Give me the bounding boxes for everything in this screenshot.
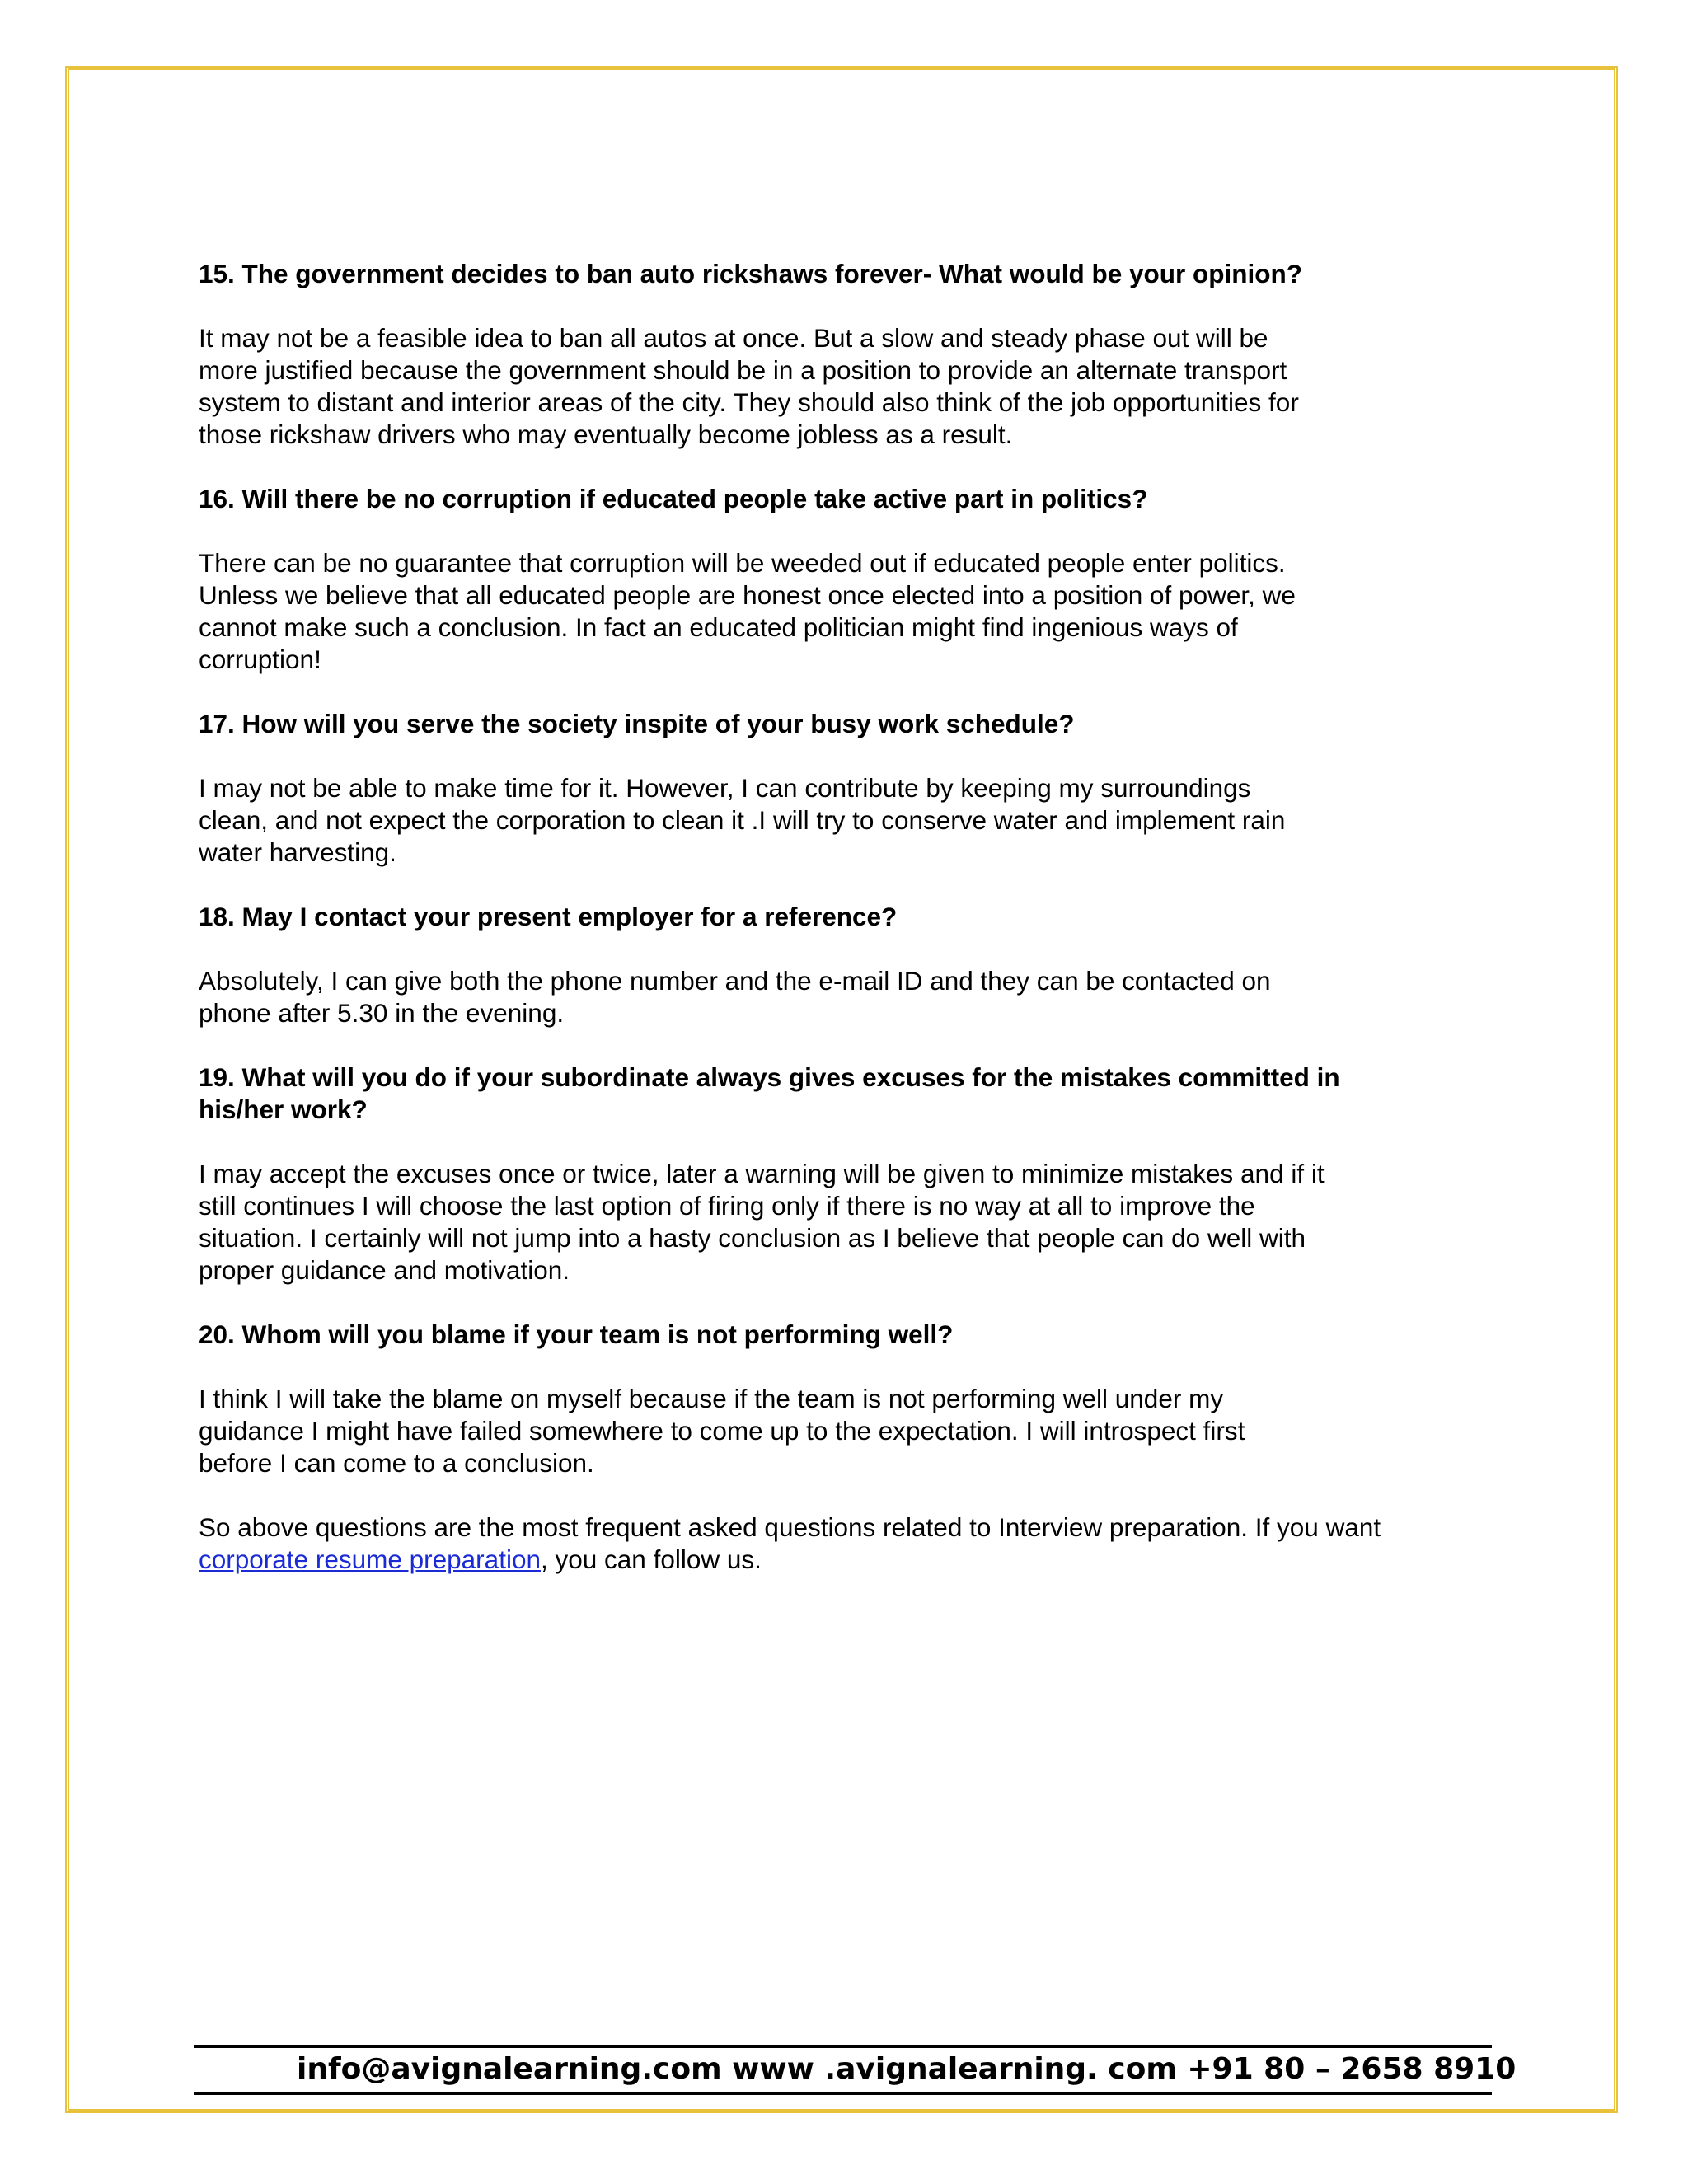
qa-block (199, 708, 1484, 869)
document-body (199, 258, 1484, 1576)
answer-paragraph: I think I will take the blame on myself because if the team is not performing well under my guidance I might have failed somewhere to come up to the expectation. I will introspect first before I can come to a conclusion. (199, 1384, 1245, 1478)
qa-block (199, 258, 1484, 451)
answer-paragraph: I may accept the excuses once or twice, later a warning will be given to minimize mistakes and if it still continues I will choose the last option of firing only if there is no way at all to improve the situation. I certainly will not jump into a hasty conclusion as I believe that people can do well with proper guidance and motivation. (199, 1159, 1325, 1285)
answer-paragraph: I may not be able to make time for it. However, I can contribute by keeping my surroundings clean, and not expect the corporation to clean it .I will try to conserve water and implement rain water harvesting. (199, 773, 1286, 867)
footer-contact: info@avignalearning.com www .avignalearning. com +91 80 – 2658 8910 (297, 2052, 1517, 2086)
answer-paragraph: It may not be a feasible idea to ban all autos at once. But a slow and steady phase out will be more justified because the government should be in a position to provide an alternate transport system to distant and interior areas of the city. They should also think of the job opportunities for those rickshaw drivers who may eventually become jobless as a result. (199, 323, 1299, 449)
closing-paragraph: So above questions are the most frequent asked questions related to Interview preparation. If you want corporate resume preparation, you can follow us. (199, 1512, 1381, 1574)
qa-block (199, 901, 1484, 1029)
qa-block (199, 483, 1484, 676)
footer-rule-bottom (194, 2092, 1492, 2095)
qa-block (199, 1062, 1484, 1286)
corporate-resume-link[interactable]: corporate resume preparation (199, 1544, 541, 1574)
answer-paragraph: There can be no guarantee that corruption will be weeded out if educated people enter politics. Unless we believe that all educated people are honest once elected into a position of power, we cannot make such a conclusion. In fact an educated politician might find ingenious ways of corruption! (199, 548, 1296, 674)
qa-block (199, 1319, 1484, 1479)
question-heading: 19. What will you do if your subordinate always gives excuses for the mistakes committed in his/her work? (199, 1062, 1340, 1124)
question-heading: 18. May I contact your present employer for a reference? (199, 902, 898, 931)
question-heading: 20. Whom will you blame if your team is not performing well? (199, 1319, 954, 1349)
question-heading: 16. Will there be no corruption if educated people take active part in politics? (199, 484, 1148, 513)
answer-paragraph: Absolutely, I can give both the phone number and the e-mail ID and they can be contacted on phone after 5.30 in the evening. (199, 966, 1271, 1028)
question-heading: 17. How will you serve the society inspite of your busy work schedule? (199, 709, 1075, 738)
question-heading: 15. The government decides to ban auto rickshaws forever- What would be your opinion? (199, 259, 1302, 288)
